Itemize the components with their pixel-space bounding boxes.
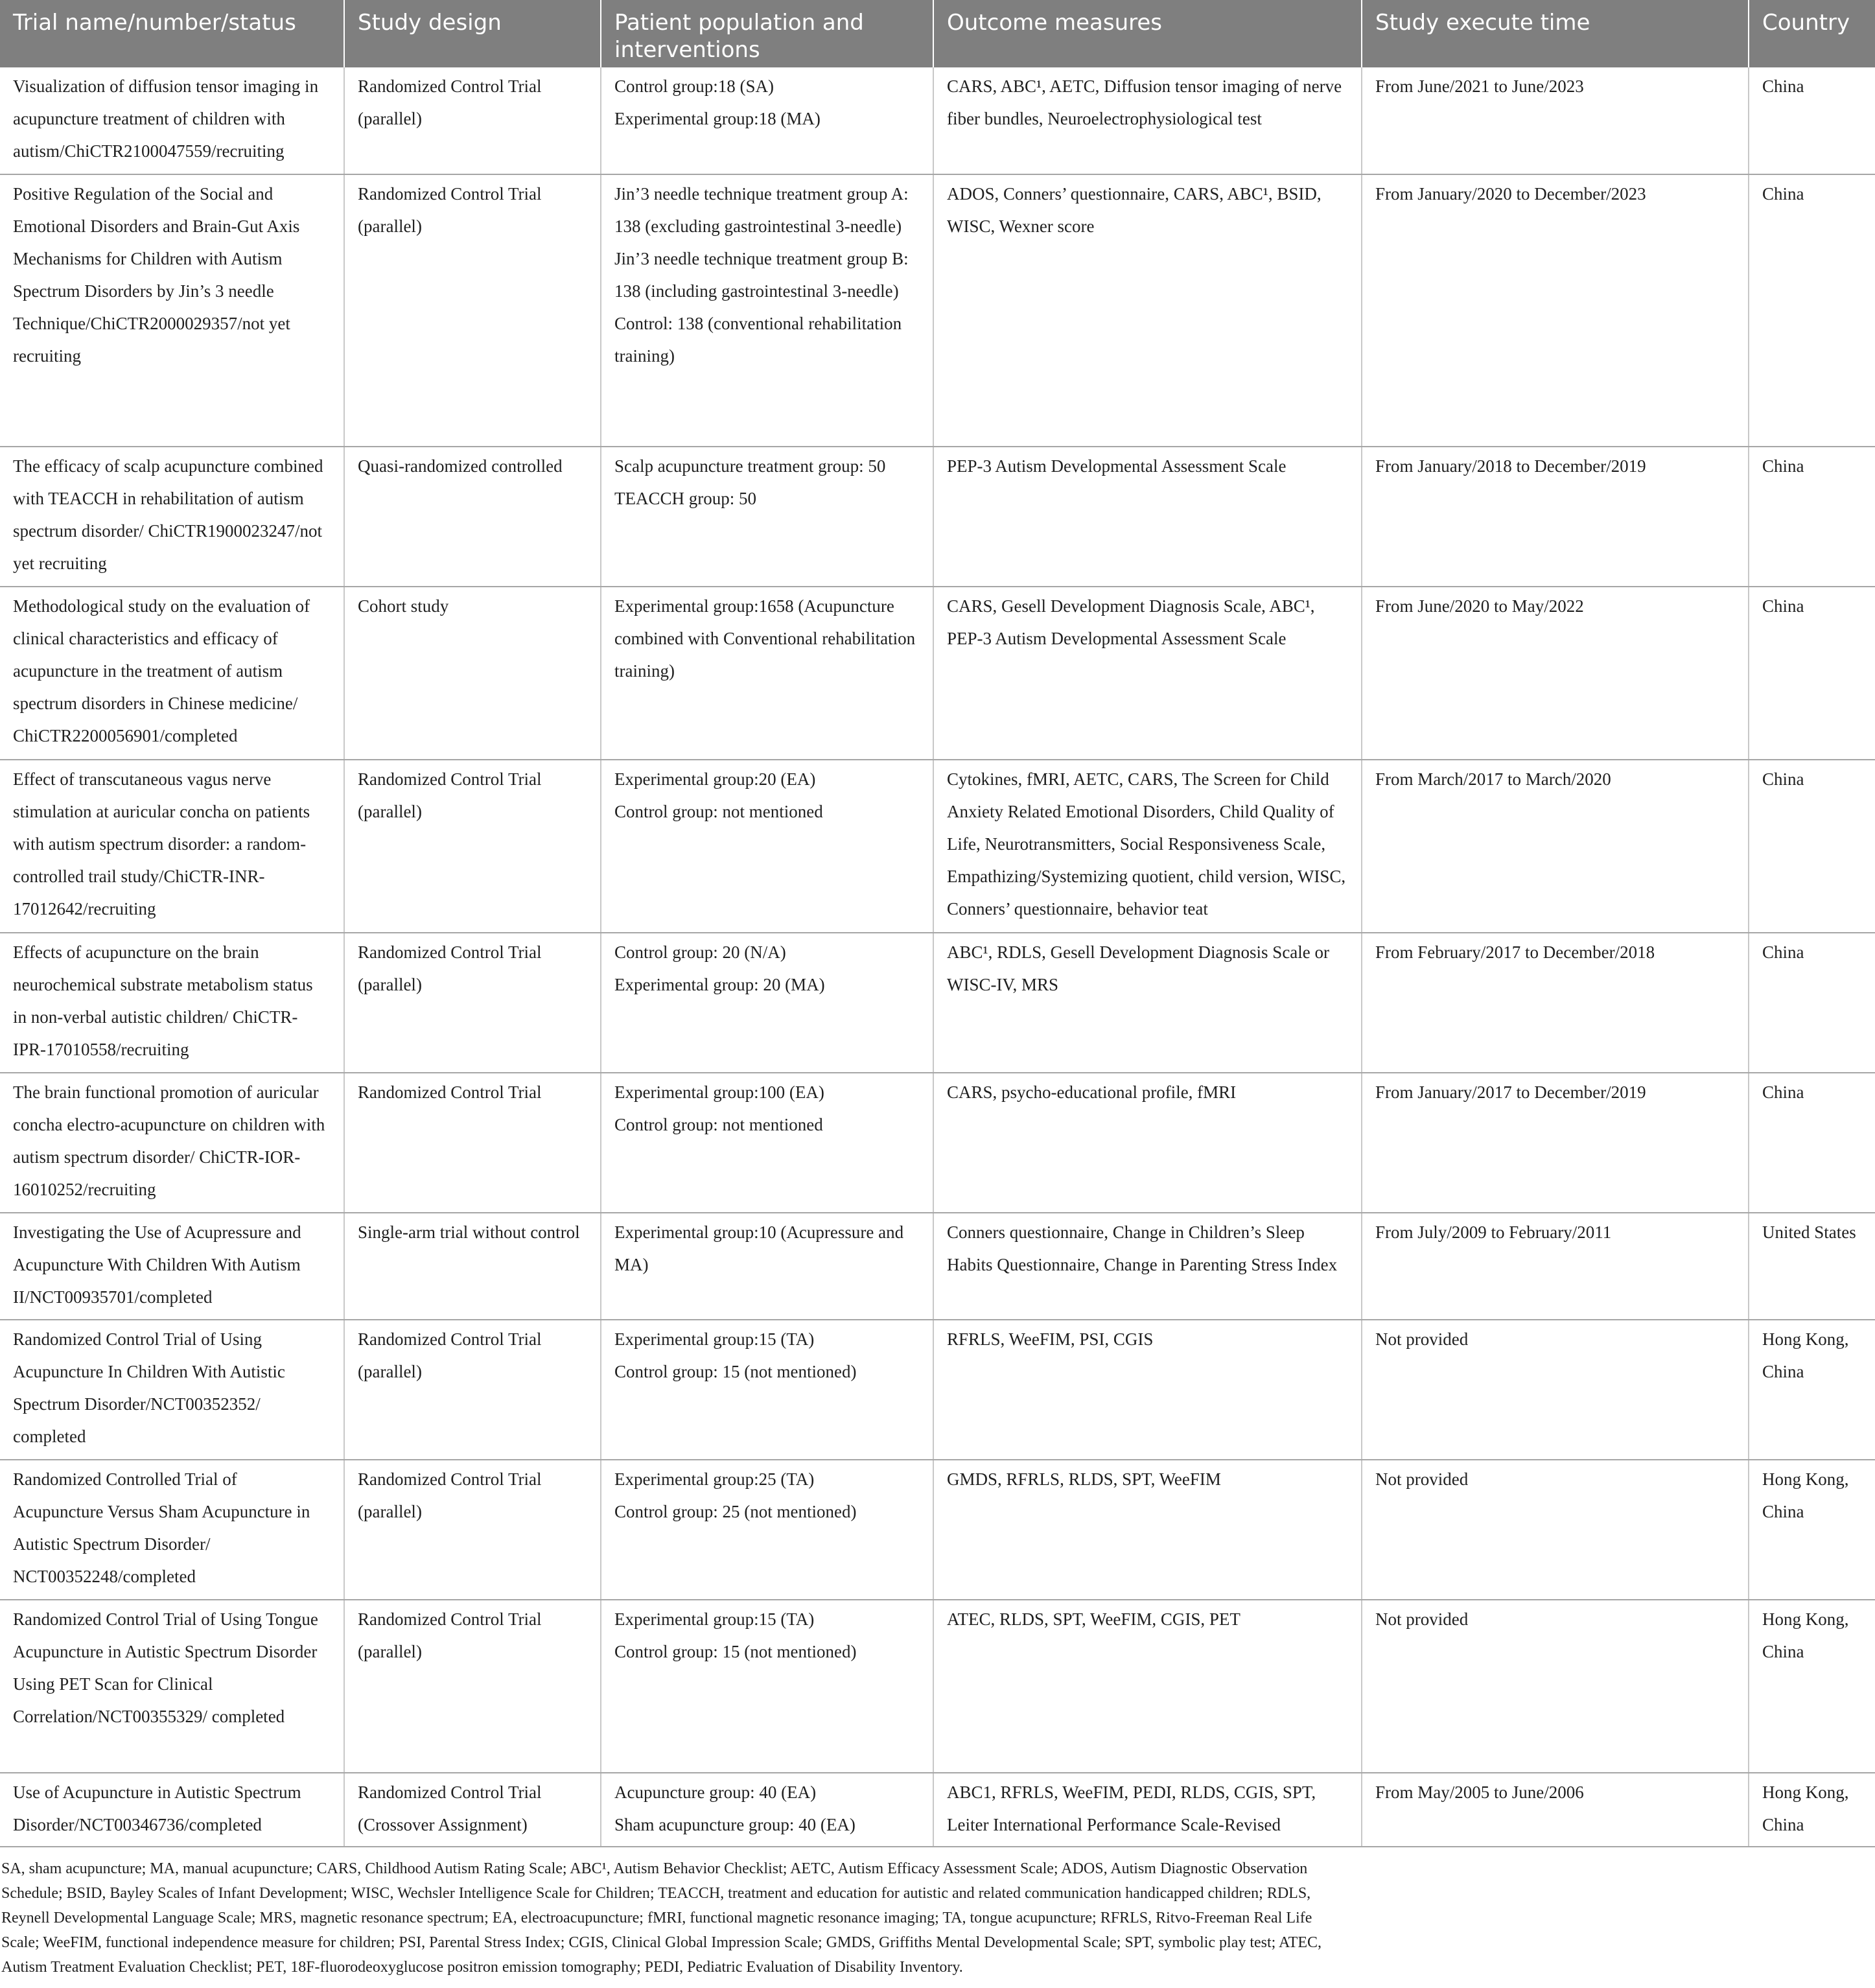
header-design: Study design: [344, 0, 601, 67]
cell-time: From January/2017 to December/2019: [1362, 1073, 1749, 1213]
population-line: Control group: not mentioned: [614, 1115, 823, 1134]
cell-outcomes: RFRLS, WeeFIM, PSI, CGIS: [933, 1320, 1362, 1460]
population-line: Control group: 20 (N/A): [614, 942, 786, 962]
cell-country: Hong Kong, China: [1749, 1773, 1875, 1847]
cell-population: [601, 67, 933, 174]
population-line: Control group: 15 (not mentioned): [614, 1362, 857, 1381]
population-line: Experimental group:18 (MA): [614, 109, 821, 128]
table-footnote: SA, sham acupuncture; MA, manual acupuncture; CARS, Childhood Autism Rating Scale; ABC¹, Autism Behavior Checklist; AETC, Autism Efficacy Assessment Scale; ADOS, Autism Diagnostic Observation Schedule; BSID, Bayley Scales of Infant Development; WISC, Wechsler Intelligence Scale for Children; TEACCH, treatment and education for autistic and related communication handicapped children; RDLS, Reynell Developmental Language Scale; MRS, magnetic resonance spectrum; EA, electroacupuncture; fMRI, functional magnetic resonance imaging; TA, tongue acupuncture; RFRLS, Ritvo-Freeman Real Life Scale; WeeFIM, functional independence measure for children; PSI, Parental Stress Index; CGIS, Clinical Global Impression Scale; GMDS, Griffiths Mental Developmental Scale; SPT, symbolic play test; ATEC, Autism Treatment Evaluation Checklist; PET, 18F-fluorodeoxyglucose positron emission tomography; PEDI, Pediatric Evaluation of Disability Inventory.: [1, 1860, 1322, 1976]
population-line: Experimental group:100 (EA): [614, 1082, 824, 1102]
cell-outcomes: Cytokines, fMRI, AETC, CARS, The Screen for Child Anxiety Related Emotional Disorders, Child Quality of Life, Neurotransmitters, Social Responsiveness Scale, Empathizing/Systemizing quotient, child version, WISC, Conners’ questionnaire, behavior teat: [933, 760, 1362, 933]
cell-design: Randomized Control Trial (parallel): [344, 1460, 601, 1600]
cell-country: China: [1749, 67, 1875, 174]
cell-design: Cohort study: [344, 587, 601, 760]
cell-trial: Effect of transcutaneous vagus nerve stimulation at auricular concha on patients with autism spectrum disorder: a random-controlled trail study/ChiCTR-INR-17012642/recruiting: [0, 760, 344, 933]
cell-time: From March/2017 to March/2020: [1362, 760, 1749, 933]
population-line: Jin’3 needle technique treatment group A: 138 (excluding gastrointestinal 3-needle): [614, 184, 909, 236]
cell-population: [601, 447, 933, 587]
cell-outcomes: CARS, ABC¹, AETC, Diffusion tensor imaging of nerve fiber bundles, Neuroelectrophysiological test: [933, 67, 1362, 174]
cell-population: [601, 1320, 933, 1460]
cell-outcomes: CARS, psycho-educational profile, fMRI: [933, 1073, 1362, 1213]
cell-time: Not provided: [1362, 1460, 1749, 1600]
header-country: Country: [1749, 0, 1875, 67]
cell-design: Randomized Control Trial (parallel): [344, 67, 601, 174]
cell-time: From January/2018 to December/2019: [1362, 447, 1749, 587]
cell-time: From May/2005 to June/2006: [1362, 1773, 1749, 1847]
cell-country: China: [1749, 447, 1875, 587]
cell-outcomes: CARS, Gesell Development Diagnosis Scale, ABC¹, PEP-3 Autism Developmental Assessment Scale: [933, 587, 1362, 760]
table-row: [0, 1073, 1875, 1213]
population-line: Control group: 25 (not mentioned): [614, 1502, 857, 1521]
cell-time: From June/2020 to May/2022: [1362, 587, 1749, 760]
cell-outcomes: ATEC, RLDS, SPT, WeeFIM, CGIS, PET: [933, 1600, 1362, 1773]
population-line: Experimental group:15 (TA): [614, 1609, 815, 1629]
cell-design: Randomized Control Trial (parallel): [344, 174, 601, 447]
population-line: Experimental group: 20 (MA): [614, 975, 825, 994]
cell-time: Not provided: [1362, 1320, 1749, 1460]
cell-design: Quasi-randomized controlled: [344, 447, 601, 587]
cell-population: [601, 174, 933, 447]
cell-population: [601, 933, 933, 1073]
cell-design: Randomized Control Trial (parallel): [344, 933, 601, 1073]
population-line: Experimental group:1658 (Acupuncture combined with Conventional rehabilitation training): [614, 596, 916, 681]
cell-design: Randomized Control Trial (parallel): [344, 1320, 601, 1460]
cell-trial: The brain functional promotion of auricular concha electro-acupuncture on children with autism spectrum disorder/ ChiCTR-IOR-16010252/recruiting: [0, 1073, 344, 1213]
cell-time: From July/2009 to February/2011: [1362, 1213, 1749, 1320]
table-row: [0, 587, 1875, 760]
population-line: Control group: 15 (not mentioned): [614, 1642, 857, 1661]
population-line: Experimental group:20 (EA): [614, 769, 816, 789]
cell-time: From February/2017 to December/2018: [1362, 933, 1749, 1073]
cell-population: [601, 1213, 933, 1320]
cell-country: China: [1749, 174, 1875, 447]
cell-trial: The efficacy of scalp acupuncture combined with TEACCH in rehabilitation of autism spectrum disorder/ ChiCTR1900023247/not yet recruiting: [0, 447, 344, 587]
population-line: Jin’3 needle technique treatment group B: 138 (including gastrointestinal 3-needle): [614, 249, 909, 301]
table-row: [0, 1320, 1875, 1460]
cell-outcomes: ABC1, RFRLS, WeeFIM, PEDI, RLDS, CGIS, SPT, Leiter International Performance Scale-Revised: [933, 1773, 1362, 1847]
cell-trial: Randomized Control Trial of Using Acupuncture In Children With Autistic Spectrum Disorder/NCT00352352/ completed: [0, 1320, 344, 1460]
cell-outcomes: Conners questionnaire, Change in Children’s Sleep Habits Questionnaire, Change in Parenting Stress Index: [933, 1213, 1362, 1320]
population-line: Control group: not mentioned: [614, 802, 823, 821]
header-trial: Trial name/number/status: [0, 0, 344, 67]
cell-trial: Randomized Control Trial of Using Tongue Acupuncture in Autistic Spectrum Disorder Using PET Scan for Clinical Correlation/NCT00355329/ completed: [0, 1600, 344, 1773]
header-time: Study execute time: [1362, 0, 1749, 67]
cell-trial: Investigating the Use of Acupressure and Acupuncture With Children With Autism II/NCT00935701/completed: [0, 1213, 344, 1320]
cell-country: Hong Kong, China: [1749, 1320, 1875, 1460]
cell-trial: Visualization of diffusion tensor imaging in acupuncture treatment of children with autism/ChiCTR2100047559/recruiting: [0, 67, 344, 174]
cell-design: Randomized Control Trial: [344, 1073, 601, 1213]
cell-population: [601, 1773, 933, 1847]
cell-population: [601, 1460, 933, 1600]
cell-population: [601, 1073, 933, 1213]
header-outcomes: Outcome measures: [933, 0, 1362, 67]
cell-country: China: [1749, 933, 1875, 1073]
header-population: Patient population and interventions: [601, 0, 933, 67]
table-row: [0, 67, 1875, 174]
table-row: [0, 1773, 1875, 1847]
cell-trial: Randomized Controlled Trial of Acupuncture Versus Sham Acupuncture in Autistic Spectrum Disorder/ NCT00352248/completed: [0, 1460, 344, 1600]
population-line: Experimental group:25 (TA): [614, 1469, 815, 1489]
cell-outcomes: ADOS, Conners’ questionnaire, CARS, ABC¹, BSID, WISC, Wexner score: [933, 174, 1362, 447]
cell-design: Randomized Control Trial (parallel): [344, 760, 601, 933]
cell-time: From June/2021 to June/2023: [1362, 67, 1749, 174]
cell-outcomes: PEP-3 Autism Developmental Assessment Scale: [933, 447, 1362, 587]
cell-trial: Methodological study on the evaluation of clinical characteristics and efficacy of acupuncture in the treatment of autism spectrum disorders in Chinese medicine/ ChiCTR2200056901/completed: [0, 587, 344, 760]
header-row: [0, 0, 1875, 67]
cell-trial: Effects of acupuncture on the brain neurochemical substrate metabolism status in non-verbal autistic children/ ChiCTR-IPR-17010558/recruiting: [0, 933, 344, 1073]
population-line: Sham acupuncture group: 40 (EA): [614, 1815, 856, 1834]
table-row: [0, 933, 1875, 1073]
table-body: [0, 67, 1875, 1847]
table-row: [0, 1460, 1875, 1600]
cell-outcomes: ABC¹, RDLS, Gesell Development Diagnosis Scale or WISC-IV, MRS: [933, 933, 1362, 1073]
population-line: Scalp acupuncture treatment group: 50: [614, 456, 886, 476]
table-row: [0, 174, 1875, 447]
cell-country: China: [1749, 760, 1875, 933]
population-line: Experimental group:10 (Acupressure and MA): [614, 1222, 904, 1274]
population-line: TEACCH group: 50: [614, 489, 756, 508]
cell-design: Randomized Control Trial (Crossover Assignment): [344, 1773, 601, 1847]
cell-country: Hong Kong, China: [1749, 1460, 1875, 1600]
cell-time: From January/2020 to December/2023: [1362, 174, 1749, 447]
cell-outcomes: GMDS, RFRLS, RLDS, SPT, WeeFIM: [933, 1460, 1362, 1600]
cell-population: [601, 1600, 933, 1773]
table-row: [0, 1213, 1875, 1320]
cell-population: [601, 587, 933, 760]
cell-population: [601, 760, 933, 933]
table-row: [0, 1600, 1875, 1773]
cell-trial: Use of Acupuncture in Autistic Spectrum Disorder/NCT00346736/completed: [0, 1773, 344, 1847]
cell-time: Not provided: [1362, 1600, 1749, 1773]
population-line: Acupuncture group: 40 (EA): [614, 1783, 817, 1802]
population-line: Control group:18 (SA): [614, 76, 774, 96]
cell-trial: Positive Regulation of the Social and Emotional Disorders and Brain-Gut Axis Mechanisms for Children with Autism Spectrum Disorders by Jin’s 3 needle Technique/ChiCTR2000029357/not yet recruiting: [0, 174, 344, 447]
cell-country: Hong Kong, China: [1749, 1600, 1875, 1773]
cell-country: United States: [1749, 1213, 1875, 1320]
cell-design: Randomized Control Trial (parallel): [344, 1600, 601, 1773]
population-line: Experimental group:15 (TA): [614, 1329, 815, 1349]
cell-design: Single-arm trial without control: [344, 1213, 601, 1320]
table-row: [0, 760, 1875, 933]
cell-country: China: [1749, 1073, 1875, 1213]
table-row: [0, 447, 1875, 587]
cell-country: China: [1749, 587, 1875, 760]
population-line: Control: 138 (conventional rehabilitation training): [614, 314, 902, 366]
